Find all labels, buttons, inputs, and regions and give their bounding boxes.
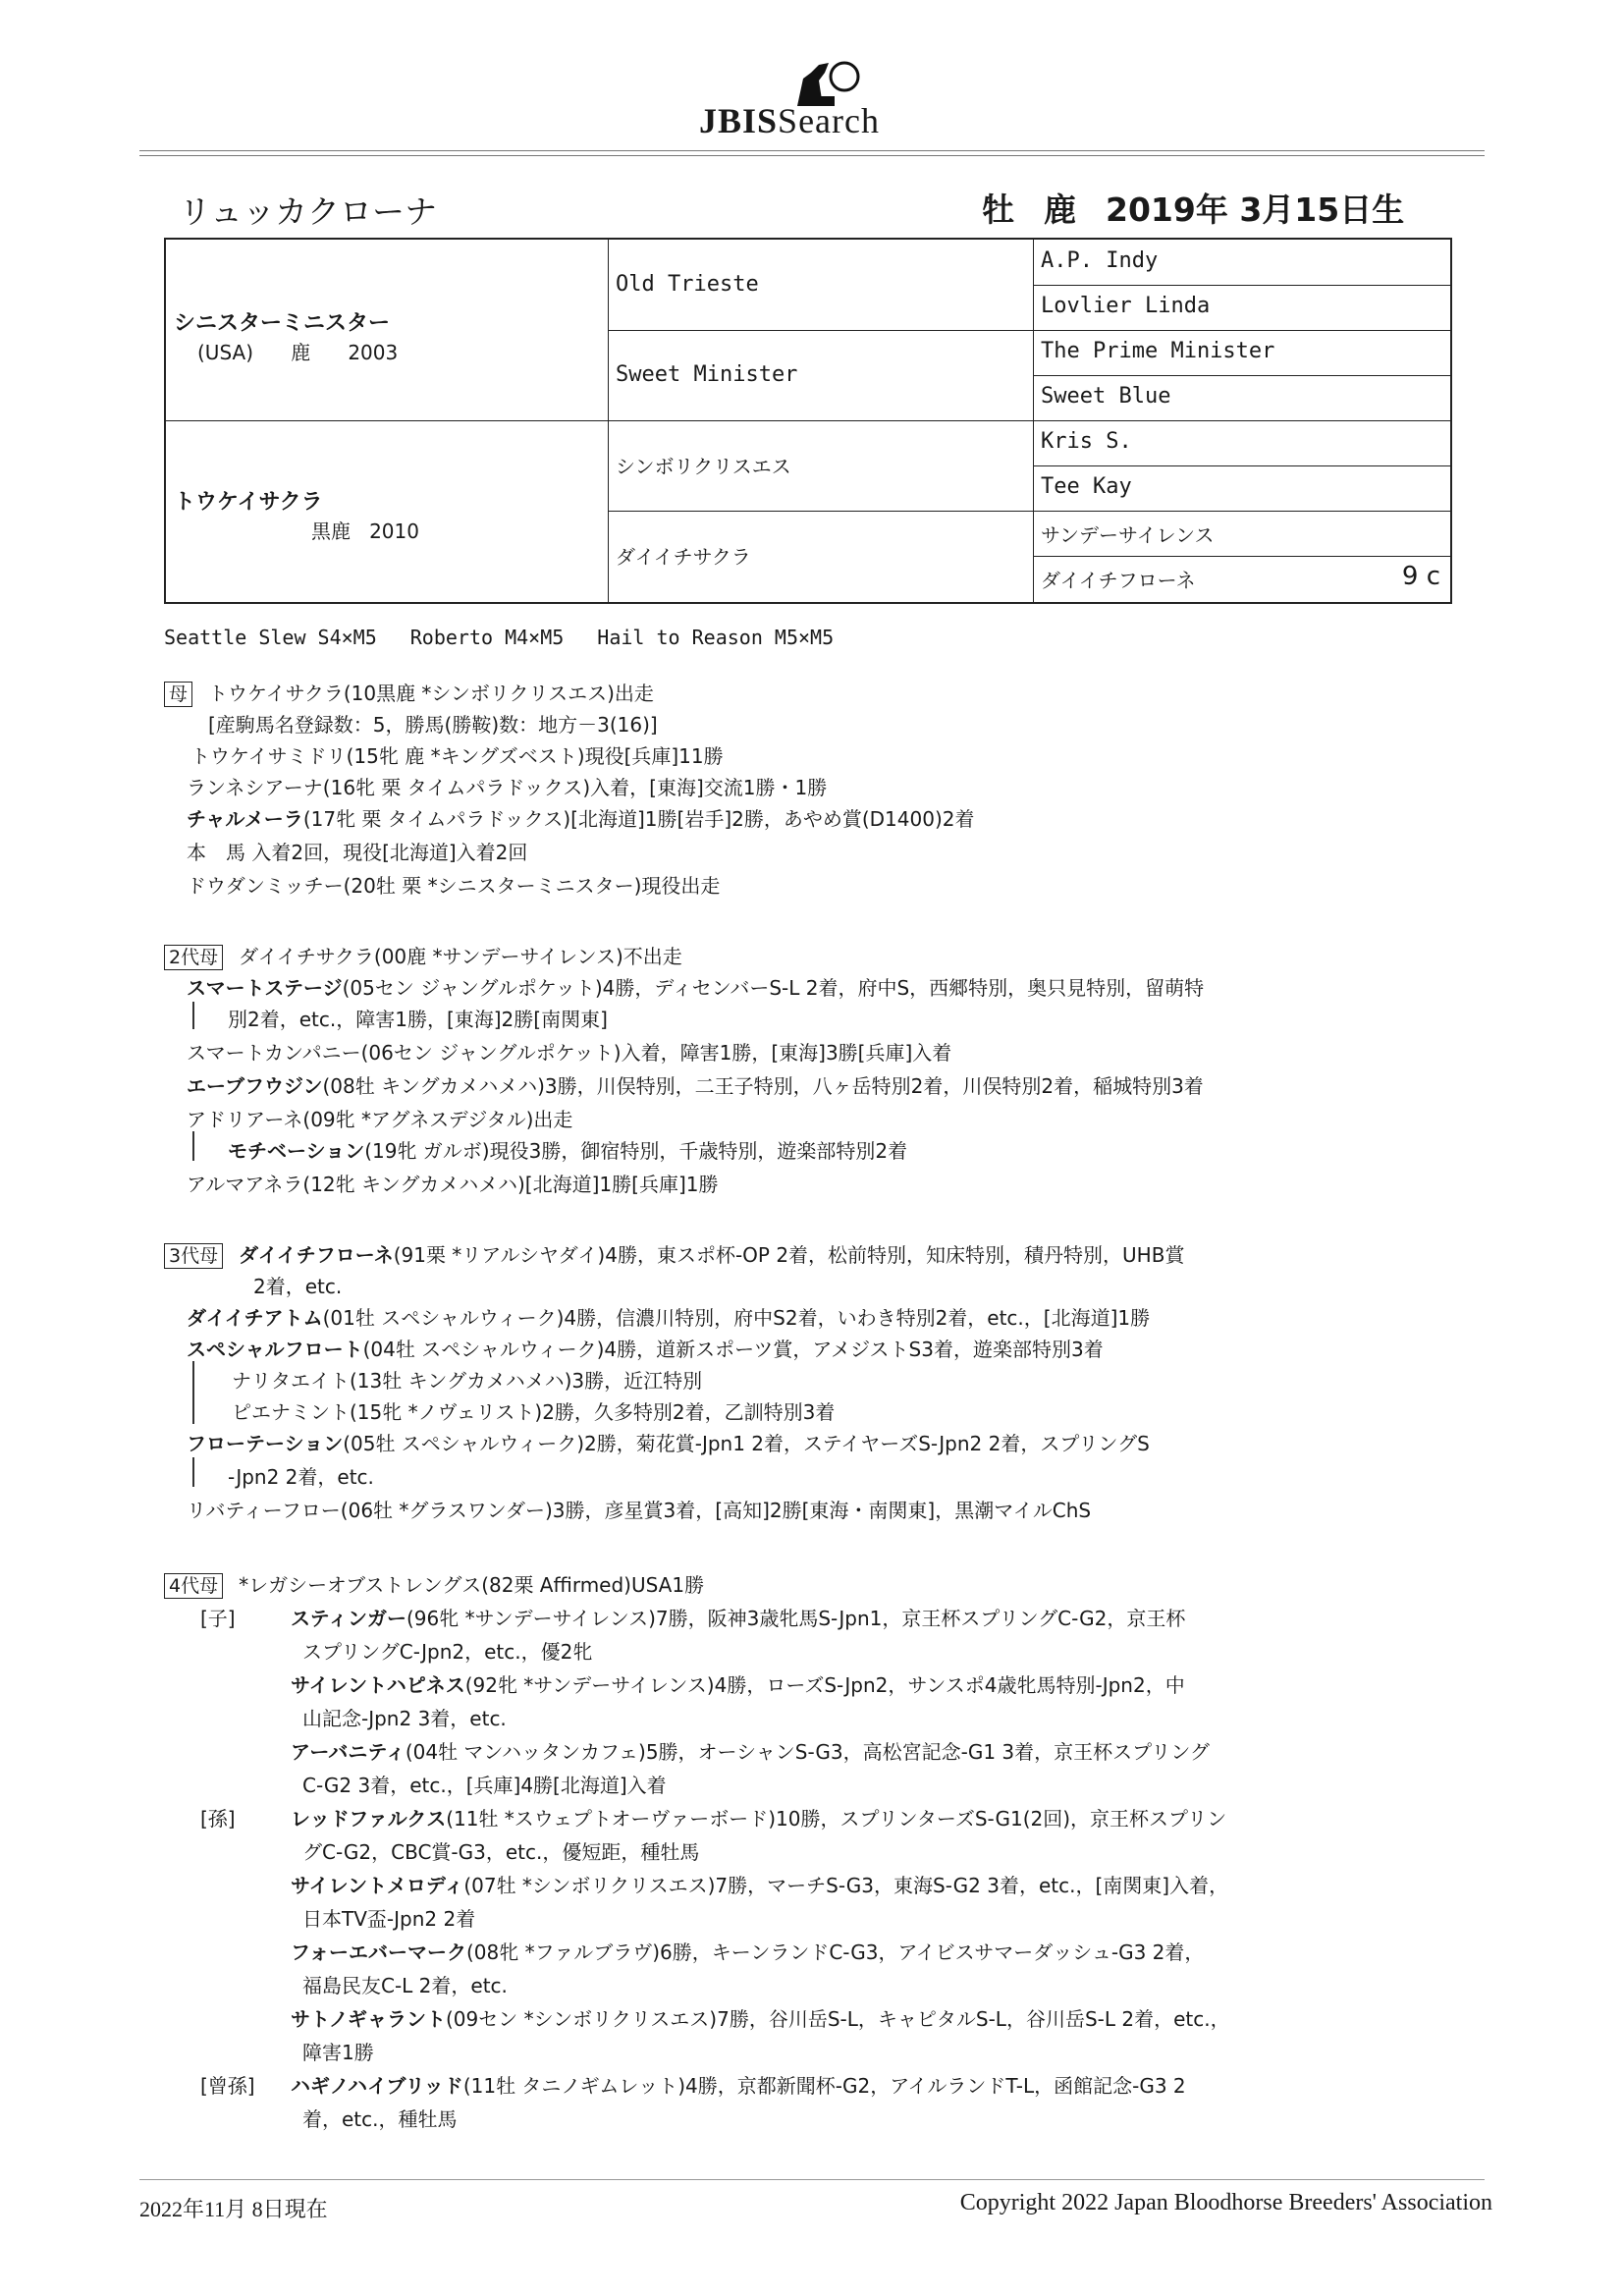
dam-line: [産駒馬名登録数：5，勝馬(勝鞍)数：地方－3(16)] xyxy=(208,713,658,737)
dam-line: ランネシアーナ(16牝 栗 タイムパラドックス)入着，[東海]交流1勝・1勝 xyxy=(187,776,828,799)
inbreeding-line xyxy=(164,626,867,649)
dam-cell xyxy=(174,485,419,544)
dam-line: 本 馬 入着2回，現役[北海道]入着2回 xyxy=(187,841,528,864)
inbreeding-item: Roberto M4×M5 xyxy=(409,626,565,649)
g3-line: フローテーション(05牡 スペシャルウィーク)2勝，菊花賞-Jpn1 2着，ステイヤーズS-Jpn2 2着，スプリングS xyxy=(187,1432,1150,1455)
jbis-search-logo xyxy=(699,51,945,149)
section-tag: 4代母 xyxy=(164,1573,223,1599)
section-tag: 3代母 xyxy=(164,1243,223,1269)
logo-jbis: JBIS xyxy=(699,101,779,140)
header-rule xyxy=(139,150,1485,151)
g4-line: 着，etc.，種牡馬 xyxy=(302,2107,458,2131)
horse-name: リュッカクローナ xyxy=(179,192,438,231)
g4-line: アーバニティ(04牡 マンハッタンカフェ)5勝，オーシャンS-G3，高松宮記念-G1 3着，京王杯スプリング xyxy=(291,1740,1210,1764)
inbreeding-item: Seattle Slew S4×M5 xyxy=(164,626,377,649)
g2-line: スマートカンパニー(06セン ジャングルポケット)入着，障害1勝，[東海]3勝[兵庫]入着 xyxy=(187,1041,952,1065)
dam-color: 黒鹿 xyxy=(311,519,351,543)
horse-color: 鹿 xyxy=(1044,191,1076,229)
gen2-cell: シンボリクリスエス xyxy=(616,455,791,478)
family-number: 9 c xyxy=(1401,562,1440,591)
g3-line: スペシャルフロート(04牡 スペシャルウィーク)4勝，道新スポーツ賞，アメジストS3着，遊楽部特別3着 xyxy=(187,1338,1104,1361)
gen3-cell: The Prime Minister xyxy=(1041,339,1275,363)
g3-line: 2着，etc. xyxy=(253,1275,343,1298)
gen3-cell: Kris S. xyxy=(1041,429,1132,454)
g4-line: スティンガー(96牝 *サンデーサイレンス)7勝，阪神3歳牝馬S-Jpn1，京王杯スプリングC-G2，京王杯 xyxy=(291,1607,1186,1630)
sire-year: 2003 xyxy=(348,341,399,364)
g2-line: モチベーション(19牝 ガルボ)現役3勝，御宿特別，千歳特別，遊楽部特別2着 xyxy=(228,1139,908,1163)
gen3-cell: Tee Kay xyxy=(1041,474,1132,499)
pedigree-table xyxy=(164,238,1452,604)
dam-line: チャルメーラ(17牝 栗 タイムパラドックス)[北海道]1勝[岩手]2勝，あやめ賞(D1400)2着 xyxy=(187,807,975,831)
g3-line: リバティーフロー(06牡 *グラスワンダー)3勝，彦星賞3着，[高知]2勝[東海・南関東]，黒潮マイルChS xyxy=(187,1499,1092,1522)
gen2-cell: Old Trieste xyxy=(616,272,759,297)
g4-line: スプリングC-Jpn2，etc.，優2牝 xyxy=(302,1640,593,1664)
g3-line: -Jpn2 2着，etc. xyxy=(228,1465,374,1489)
section-tag: 2代母 xyxy=(164,945,223,970)
horse-sex: 牡 xyxy=(982,191,1014,229)
g4-line: グC-G2，CBC賞-G3，etc.，優短距，種牡馬 xyxy=(302,1840,700,1864)
gen2-cell: ダイイチサクラ xyxy=(616,545,751,569)
section-g4-header xyxy=(164,1569,704,1599)
g4-line: ハギノハイブリッド(11牡 タニノギムレット)4勝，京都新聞杯-G2，アイルランドT-L，函館記念-G3 2 xyxy=(291,2074,1186,2098)
gen3-cell: Lovlier Linda xyxy=(1041,294,1211,318)
g4-line: 日本TV盃-Jpn2 2着 xyxy=(302,1907,476,1931)
g4-line: *レガシーオブストレングス(82栗 Affirmed)USA1勝 xyxy=(239,1573,705,1597)
section-g3-header: 3代母 ダイイチフローネ(91栗 *リアルシヤダイ)4勝，東スポ杯-OP 2着，松前特別，知床特別，積丹特別，UHB賞 xyxy=(164,1239,1184,1269)
g2-line: 別2着，etc.，障害1勝，[東海]2勝[南関東] xyxy=(228,1008,608,1031)
g4-line: 山記念-Jpn2 3着，etc. xyxy=(302,1707,507,1730)
dam-line: ドウダンミッチー(20牡 栗 *シニスターミニスター)現役出走 xyxy=(187,874,721,898)
g4-line: C-G2 3着，etc.，[兵庫]4勝[北海道]入着 xyxy=(302,1774,667,1797)
footer-rule xyxy=(139,2179,1485,2180)
gen2-cell: Sweet Minister xyxy=(616,362,798,387)
dam-name: トウケイサクラ xyxy=(174,490,323,515)
g4-great-grandchild-label: [曾孫] xyxy=(200,2074,255,2098)
g2-line: ダイイチサクラ(00鹿 *サンデーサイレンス)不出走 xyxy=(239,945,682,968)
footer-date: 2022年11月 8日現在 xyxy=(139,2197,328,2221)
g3-line: ダイイチアトム(01牡 スペシャルウィーク)4勝，信濃川特別，府中S2着，いわき特別2着，etc.，[北海道]1勝 xyxy=(187,1306,1151,1330)
sire-name: シニスターミニスター xyxy=(174,311,391,336)
logo-search: Search xyxy=(778,101,880,140)
sire-color: 鹿 xyxy=(291,341,311,364)
g4-grandchild-label: [孫] xyxy=(200,1807,236,1831)
g2-line: アドリアーネ(09牝 *アグネスデジタル)出走 xyxy=(187,1108,573,1131)
sire-cell xyxy=(174,306,398,365)
gen3-cell: ダイイチフローネ xyxy=(1041,569,1196,592)
horse-birthdate: 2019年 3月15日生 xyxy=(1106,191,1405,229)
footer-copyright: Copyright 2022 Japan Bloodhorse Breeders' Association xyxy=(959,2190,1492,2215)
g4-line: サトノギャラント(09セン *シンボリクリスエス)7勝，谷川岳S-L，キャピタルS-L，谷川岳S-L 2着，etc.， xyxy=(291,2007,1230,2031)
g4-line: レッドファルクス(11牡 *スウェプトオーヴァーボード)10勝，スプリンターズS-G1(2回)，京王杯スプリン xyxy=(291,1807,1227,1831)
gen3-cell: Sweet Blue xyxy=(1041,384,1171,409)
g2-line: スマートステージ(05セン ジャングルポケット)4勝，ディセンバーS-L 2着，府中S，西郷特別，奥只見特別，留萌特 xyxy=(187,976,1205,1000)
dam-line: トウケイサミドリ(15牝 鹿 *キングズベスト)現役[兵庫]11勝 xyxy=(190,744,724,768)
g2-line: アルマアネラ(12牝 キングカメハメハ)[北海道]1勝[兵庫]1勝 xyxy=(187,1173,719,1196)
g4-line: 福島民友C-L 2着，etc. xyxy=(302,1974,508,1997)
g4-line: サイレントハピネス(92牝 *サンデーサイレンス)4勝，ローズS-Jpn2，サンスポ4歳牝馬特別-Jpn2，中 xyxy=(291,1673,1185,1697)
gen3-cell: A.P. Indy xyxy=(1041,248,1159,273)
section-dam-header xyxy=(164,678,654,707)
horse-info xyxy=(982,185,1434,231)
dam-year: 2010 xyxy=(369,519,419,543)
section-g2-header xyxy=(164,941,682,970)
g4-line: フォーエバーマーク(08牝 *ファルブラヴ)6勝，キーンランドC-G3，アイビスサマーダッシュ-G3 2着， xyxy=(291,1941,1205,1964)
header-rule-2 xyxy=(139,155,1485,156)
g4-line: サイレントメロディ(07牡 *シンボリクリスエス)7勝，マーチS-G3，東海S-G2 3着，etc.，[南関東]入着， xyxy=(291,1874,1229,1897)
inbreeding-item: Hail to Reason M5×M5 xyxy=(597,626,835,649)
gen3-cell: サンデーサイレンス xyxy=(1041,523,1215,547)
g3-line: ピエナミント(15牝 *ノヴェリスト)2勝，久多特別2着，乙訓特別3着 xyxy=(232,1400,836,1424)
section-tag: 母 xyxy=(164,682,192,707)
dam-line: トウケイサクラ(10黒鹿 *シンボリクリスエス)出走 xyxy=(208,682,654,705)
g4-child-label: [子] xyxy=(200,1607,236,1630)
g4-line: 障害1勝 xyxy=(302,2041,374,2064)
g2-line: エーブフウジン(08牡 キングカメハメハ)3勝，川俣特別，二王子特別，八ヶ岳特別2着，川俣特別2着，稲城特別3着 xyxy=(187,1074,1204,1098)
g3-line: ナリタエイト(13牡 キングカメハメハ)3勝，近江特別 xyxy=(232,1369,703,1393)
sire-origin: (USA) xyxy=(197,341,253,364)
